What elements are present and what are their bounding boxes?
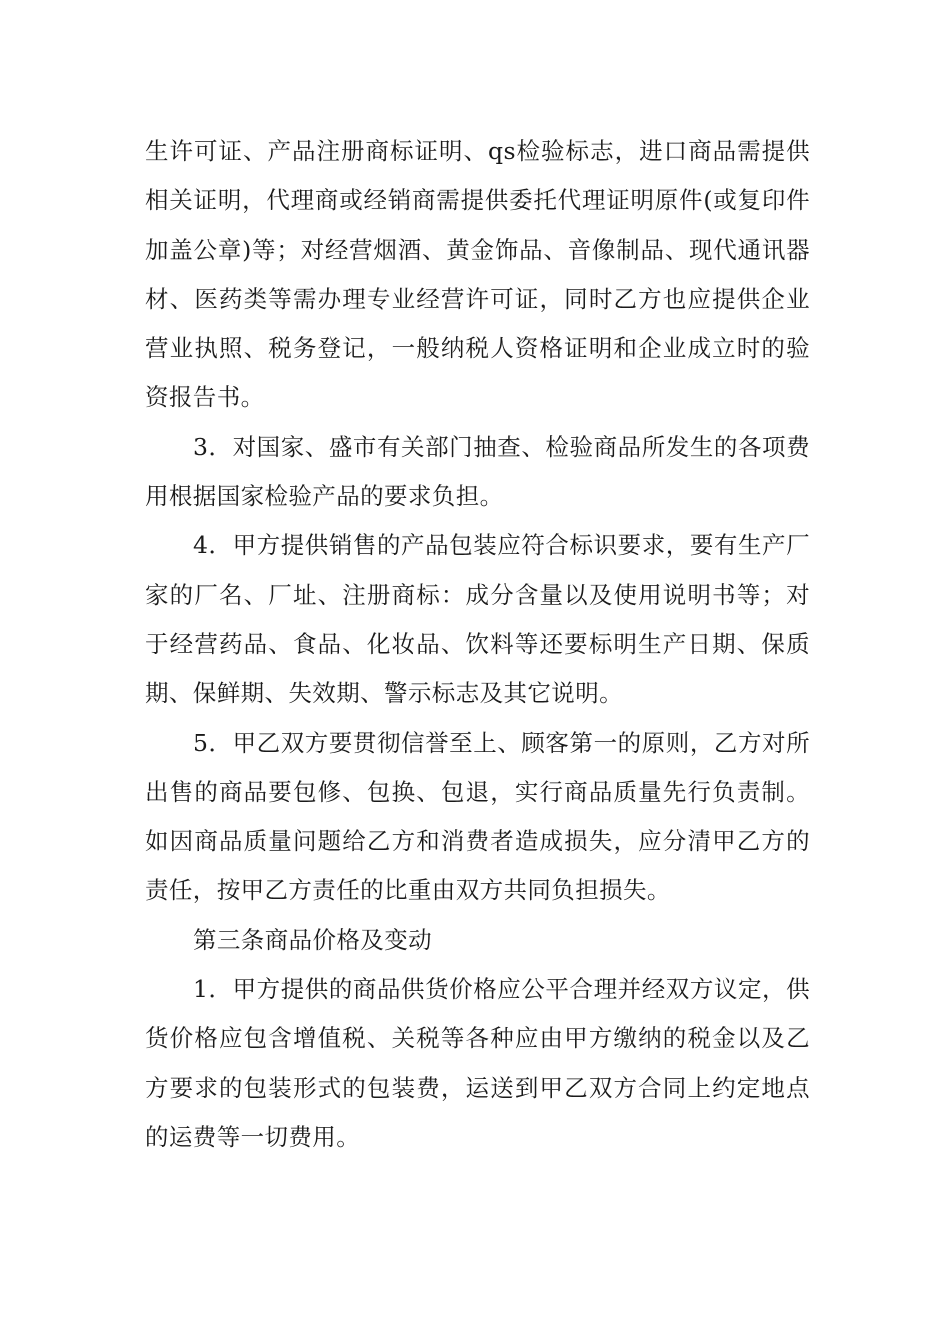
paragraph-item-3: 3．对国家、盛市有关部门抽查、检验商品所发生的各项费用根据国家检验产品的要求负担。 (145, 432, 810, 511)
paragraph-item-1: 1．甲方提供的商品供货价格应公平合理并经双方议定，供货价格应包含增值税、关税等各种应由甲方缴纳的税金以及乙方要求的包装形式的包装费，运送到甲乙双方合同上约定地点的运费等一切费用。 (145, 975, 810, 1151)
paragraph-item-5: 5．甲乙双方要贯彻信誉至上、顾客第一的原则，乙方对所出售的商品要包修、包换、包退，实行商品质量先行负责制。如因商品质量问题给乙方和消费者造成损失，应分清甲乙方的责任，按甲乙方责任的比重由双方共同负担损失。 (145, 728, 810, 905)
section-heading: 第三条商品价格及变动 (193, 925, 432, 954)
document-body (145, 127, 810, 1162)
paragraph-continuation: 生许可证、产品注册商标证明、qs检验标志，进口商品需提供相关证明，代理商或经销商需提供委托代理证明原件(或复印件加盖公章)等；对经营烟酒、黄金饰品、音像制品、现代通讯器材、医药类等需办理专业经营许可证，同时乙方也应提供企业营业执照、税务登记，一般纳税人资格证明和企业成立时的验资报告书。 (145, 137, 810, 412)
paragraph-item-4: 4．甲方提供销售的产品包装应符合标识要求，要有生产厂家的厂名、厂址、注册商标：成分含量以及使用说明书等；对于经营药品、食品、化妆品、饮料等还要标明生产日期、保质期、保鲜期、失效期、警示标志及其它说明。 (145, 531, 810, 708)
